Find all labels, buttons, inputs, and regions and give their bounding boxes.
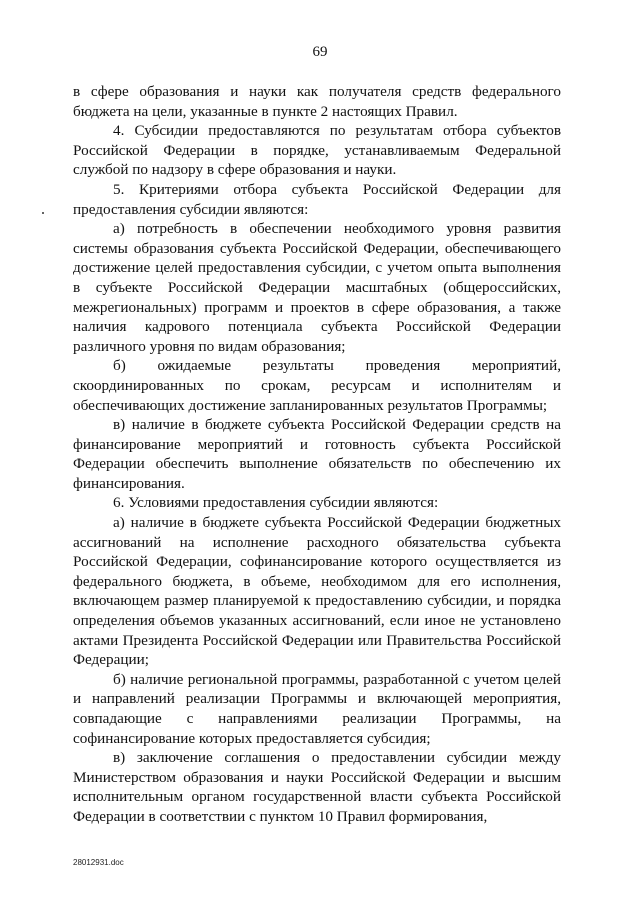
paragraph: в) заключение соглашения о предоставлении субсидии между Министерством образования и науки Российской Федерации и высшим исполнительным органом государственной власти субъекта Российской Федерации в соответствии с пунктом 10 Правил формирования, <box>73 749 561 825</box>
paragraph: б) наличие региональной программы, разработанной с учетом целей и направлений реализации Программы и включающей мероприятия, совпадающие с направлениями реализации Программы, на софинансирование которых предоставляется субсидия; <box>73 670 561 747</box>
margin-mark <box>42 212 44 214</box>
paragraph: в сфере образования и науки как получателя средств федерального бюджета на цели, указанные в пункте 2 настоящих Правил. <box>73 83 561 120</box>
paragraph: а) потребность в обеспечении необходимого уровня развития системы образования субъекта Российской Федерации, обеспечивающего достижение целей предоставления субсидии, с учетом опыта выполнения в субъекте Российской Федерации масштабных (общероссийских, межрегиональных) программ и проектов в сфере образования, а также наличия кадрового потенциала субъекта Российской Федерации различного уровня по видам образования; <box>73 220 561 355</box>
paragraph: 4. Субсидии предоставляются по результатам отбора субъектов Российской Федерации в порядке, устанавливаемым Федеральной службой по надзору в сфере образования и науки. <box>73 122 561 179</box>
paragraph: б) ожидаемые результаты проведения мероприятий, скоординированных по срокам, ресурсам и исполнителям и обеспечивающих достижение запланированных результатов Программы; <box>73 357 561 414</box>
document-footer: 28012931.doc <box>73 858 124 867</box>
document-body <box>73 82 561 827</box>
paragraph: в) наличие в бюджете субъекта Российской Федерации средств на финансирование мероприятий и готовность субъекта Российской Федерации обеспечить выполнение обязательств по обеспечению их финансирования. <box>73 416 561 492</box>
paragraph: а) наличие в бюджете субъекта Российской Федерации бюджетных ассигнований на исполнение расходного обязательства субъекта Российской Федерации, софинансирование которого осуществляется из федерального бюджета, в объеме, необходимом для его исполнения, включающем размер планируемой к предоставлению субсидии, и порядка определения объемов указанных ассигнований, если иное не установлено актами Президента Российской Федерации или Правительства Российской Федерации; <box>73 514 561 669</box>
paragraph: 6. Условиями предоставления субсидии являются: <box>113 494 439 512</box>
page-number: 69 <box>312 44 328 60</box>
paragraph: 5. Критериями отбора субъекта Российской Федерации для предоставления субсидии являются: <box>73 180 561 218</box>
